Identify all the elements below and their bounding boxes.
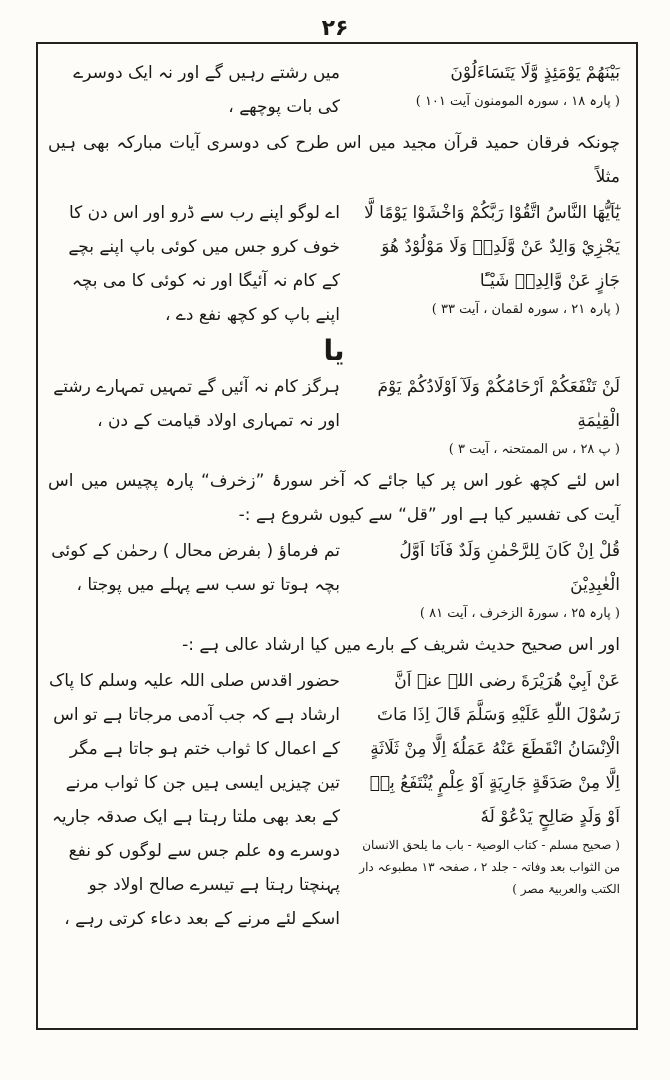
arabic-verse-4 xyxy=(358,534,620,626)
verse-block-2 xyxy=(48,196,620,332)
paragraph-hadith-intro: اور اس صحیح حدیث شریف کے بارے میں کیا ارشاد عالی ہے :- xyxy=(182,635,620,655)
page-content xyxy=(48,56,620,938)
hadith-urdu-translation: حضور اقدس صلی اللہ علیہ وسلم کا پاک ارشاد ہے کہ جب آدمی مرجاتا ہے تو اس کے اعمال کا ثواب ختم ہو جاتا ہے مگر تین چیزیں ایسی ہیں جن کا ثواب مرنے کے بعد بھی ملتا رہتا ہے ایک صدقہ جاریہ دوسرے وہ علم جس سے لوگوں کو نفع پہنچتا رہتا ہے تیسرے صالح اولاد جو اسکے لئے مرنے کے بعد دعاء کرتی رہے ، xyxy=(49,671,340,929)
hadith-arabic xyxy=(358,664,620,900)
section-heading-ya: یا xyxy=(323,334,345,367)
reference-4: ( پارہ ۲۵ ، سورۃ الزخرف ، آیت ۸۱ ) xyxy=(419,606,620,621)
page-number: ۲۶ xyxy=(321,16,349,41)
hadith-block xyxy=(48,664,620,936)
reference-1: ( پارہ ۱۸ ، سورہ المومنون آیت ۱۰۱ ) xyxy=(415,94,620,109)
reference-2: ( پارہ ۲۱ ، سورہ لقمان ، آیت ۳۳ ) xyxy=(431,302,620,317)
arabic-verse-3 xyxy=(358,370,620,462)
verse-block-1 xyxy=(48,56,620,124)
urdu-line-1b: کی بات پوچھے ، xyxy=(228,97,340,117)
arabic-text-3: لَنْ تَنْفَعَكُمْ اَرْحَامُكُمْ وَلَآ اَوْلَادُكُمْ يَوْمَ الْقِيٰمَةِ xyxy=(377,377,620,431)
paragraph-zukhruf: اس لئے کچھ غور اس پر کیا جائے کہ آخر سورۂ ”زخرف“ پارہ پچیس میں اس آیت کی تفسیر کیا ہے اور ”قل“ سے کیوں شروع ہے :- xyxy=(48,471,620,525)
hadith-reference: ( صحیح مسلم - کتاب الوصیۃ - باب ما یلحق الانسان من الثواب بعد وفاتہ - جلد ۲ ، صفحہ ۱۳ مطبوعہ دار الکتب والعربیۃ مصر ) xyxy=(359,838,620,896)
urdu-translation-4: تم فرماؤ ( بفرض محال ) رحمٰن کے کوئی بچہ ہوتا تو سب سے پہلے میں پوجتا ، xyxy=(51,541,340,595)
arabic-text-1: بَيْنَهُمْ يَوْمَئِذٍ وَّلَا يَتَسَاءَلُوْنَ xyxy=(450,63,620,83)
arabic-text-4: قُلْ اِنْ كَانَ لِلرَّحْمٰنِ وَلَدٌ فَاَنَا اَوَّلُ الْعٰبِدِيْنَ xyxy=(399,541,620,595)
intro-paragraph: چونکہ فرقان حمید قرآن مجید میں اس طرح کی دوسری آیات مبارکہ بھی ہیں مثلاً xyxy=(48,133,620,187)
urdu-translation-3: ہرگز کام نہ آئیں گے تمہیں تمہارے رشتے اور نہ تمہاری اولاد قیامت کے دن ، xyxy=(53,377,340,431)
hadith-arabic-text: عَنْ اَبِيْ هُرَيْرَةَ رضی اللہ عنہ اَنَّ رَسُوْلَ اللّٰهِ عَلَيْهِ وَسَلَّمَ قَالَ اِذَا مَاتَ الْاِنْسَانُ انْقَطَعَ عَنْهُ عَمَلُهٗ اِلَّا مِنْ ثَلَاثَةٍ اِلَّا مِنْ صَدَقَةٍ جَارِيَةٍ اَوْ عِلْمٍ يُنْتَفَعُ بِهٖ اَوْ وَلَدٍ صَالِحٍ يَدْعُوْ لَهٗ xyxy=(369,671,620,827)
arabic-text-2: يٰٓاَيُّهَا النَّاسُ اتَّقُوْا رَبَّكُمْ وَاخْشَوْا يَوْمًا لَّا يَجْزِيْ وَالِدٌ عَنْ وَّلَدِهٖ وَلَا مَوْلُوْدٌ هُوَ جَازٍ عَنْ وَّالِدِهٖ شَيْـًٔا xyxy=(364,203,620,291)
verse-block-4 xyxy=(48,534,620,626)
urdu-line-1a: میں رشتے رہیں گے اور نہ ایک دوسرے xyxy=(73,63,340,83)
urdu-translation-2: اے لوگو اپنے رب سے ڈرو اور اس دن کا خوف کرو جس میں کوئی باپ اپنے بچے کے کام نہ آئیگا اور نہ کوئی کا می بچہ اپنے باپ کو کچھ نفع دے ، xyxy=(68,203,340,325)
arabic-verse-2 xyxy=(358,196,620,322)
arabic-verse-1 xyxy=(358,56,620,114)
urdu-translation-1 xyxy=(48,56,340,124)
reference-3: ( پ ۲۸ ، س الممتحنہ ، آیت ۳ ) xyxy=(448,442,620,457)
verse-block-3 xyxy=(48,370,620,462)
